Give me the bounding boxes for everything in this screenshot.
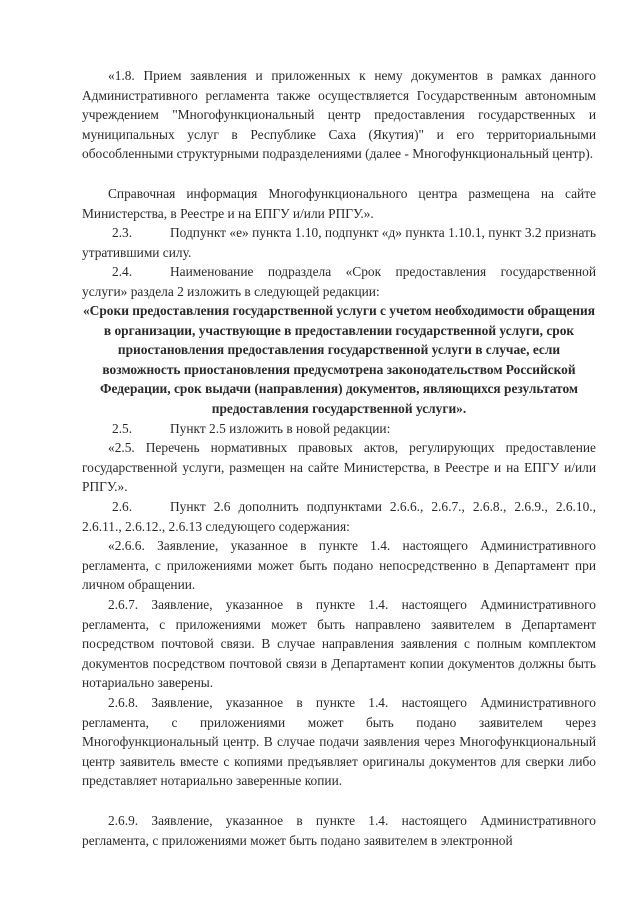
- item-number: 2.5.: [112, 421, 133, 436]
- section-title: «Сроки предоставления государственной услуги с учетом необходимости обращения в организации, участвующие в предоставлении государственной услуги, срок приостановления предоставления государственной услуги в случае, если возможность приостановления предусмотрена законодательством Российской Федерации, срок выдачи (направления) документов, являющихся результатом предоставления государственной услуги».: [82, 303, 596, 416]
- paragraph-2-5: [82, 419, 596, 439]
- paragraph-2-5-text: «2.5. Перечень нормативных правовых актов, регулирующих предоставление государственной услуги, размещен на сайте Министерства, в Реестре и на ЕПГУ и/или РПГУ.».: [82, 440, 596, 495]
- paragraph-2-6-7: 2.6.7. Заявление, указанное в пункте 1.4. настоящего Административного регламента, с приложениями может быть направлено заявителем в Департамент посредством почтовой связи. В случае направления заявления с полным комплектом документов посредством почтовой связи в Департамент копии документов должны быть нотариально заверены.: [82, 597, 596, 691]
- paragraph-2-3: [82, 223, 596, 262]
- paragraph-2-6-6: «2.6.6. Заявление, указанное в пункте 1.4. настоящего Административного регламента, с приложениями может быть подано непосредственно в Департамент при личном обращении.: [82, 538, 596, 593]
- item-text: Подпункт «е» пункта 1.10, подпункт «д» пункта 1.10.1, пункт 3.2 признать утратившими силу.: [82, 225, 596, 260]
- paragraph-2-4: [82, 262, 596, 301]
- item-text: Наименование подраздела «Срок предоставления государственной услуги» раздела 2 изложить в следующей редакции:: [82, 264, 596, 299]
- paragraph-2-6-8: 2.6.8. Заявление, указанное в пункте 1.4. настоящего Административного регламента, с приложениями может быть подано заявителем через Многофункциональный центр. В случае подачи заявления через Многофункциональный центр заявитель вместе с копиями предъявляет оригиналы документов для сверки либо представляет нотариально заверенные копии.: [82, 695, 596, 789]
- item-text: Пункт 2.6 дополнить подпунктами 2.6.6., 2.6.7., 2.6.8., 2.6.9., 2.6.10., 2.6.11., 2.6.12., 2.6.13 следующего содержания:: [82, 499, 596, 534]
- item-number: 2.4.: [112, 264, 133, 279]
- item-number: 2.3.: [112, 225, 133, 240]
- paragraph-2-6-9: 2.6.9. Заявление, указанное в пункте 1.4. настоящего Административного регламента, с приложениями может быть подано заявителем в электронной: [82, 813, 596, 848]
- item-text: Пункт 2.5 изложить в новой редакции:: [170, 421, 391, 436]
- paragraph-2-6: [82, 497, 596, 536]
- item-number: 2.6.: [112, 499, 133, 514]
- paragraph-1-8: «1.8. Прием заявления и приложенных к нему документов в рамках данного Административного регламента также осуществляется Государственным автономным учреждением "Многофункциональный центр предоставления государственных и муниципальных услуг в Республике Саха (Якутия)" и его территориальными обособленными структурными подразделениями (далее - Многофункциональный центр).: [82, 68, 596, 162]
- paragraph-reference-info: Справочная информация Многофункционального центра размещена на сайте Министерства, в Реестре и на ЕПГУ и/или РПГУ.».: [82, 186, 596, 221]
